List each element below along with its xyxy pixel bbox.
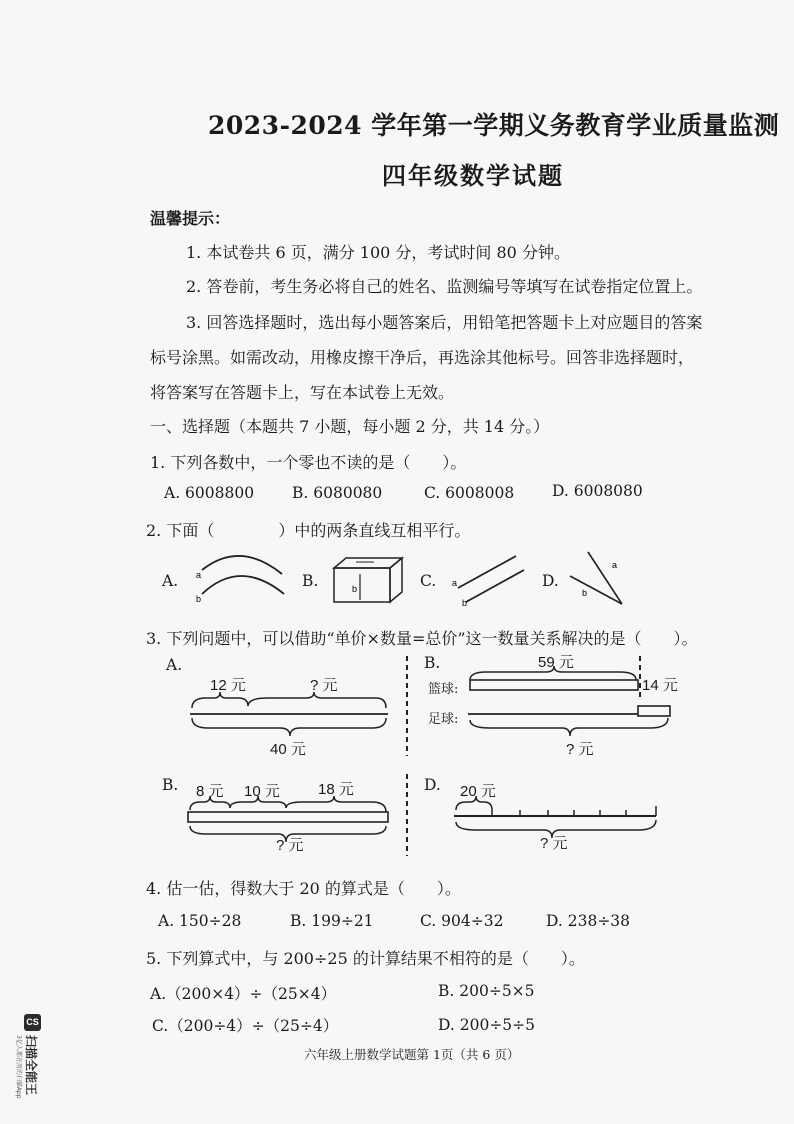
notice-item-2: 2. 答卷前，考生务必将自己的姓名、监测编号等填写在试卷指定位置上。 [186, 277, 703, 296]
q2-option-d-label: D. [542, 572, 559, 590]
scanner-watermark-name: 扫描全能王 [24, 1035, 38, 1096]
q3-c-seg2-label: 10 元 [244, 783, 280, 800]
q2-figure-a [192, 548, 292, 608]
q2-option-b-label: B. [302, 572, 319, 590]
q3-b-diagram [466, 666, 676, 742]
q5-option-c: C.（200÷4）÷（25÷4） [152, 1017, 339, 1035]
line-label-c-b: b [462, 598, 468, 608]
scanner-watermark-sub: 3亿人都在用的扫描App [15, 1035, 22, 1099]
question-1-stem: 1. 下列各数中，一个零也不读的是（ ）。 [150, 453, 467, 472]
line-label-b-box: b [352, 584, 358, 594]
q3-a-seg2-label: ? 元 [310, 677, 338, 694]
notice-item-3-line1: 3. 回答选择题时，选出每小题答案后，用铅笔把答题卡上对应题目的答案 [186, 313, 703, 332]
notice-item-1: 1. 本试卷共 6 页，满分 100 分，考试时间 80 分钟。 [186, 243, 570, 262]
q3-a-total-label: 40 元 [270, 741, 306, 758]
line-label-b: b [196, 594, 202, 604]
q2-figure-c [448, 552, 528, 608]
q1-option-a: A. 6008800 [164, 484, 255, 502]
q1-option-c: C. 6008008 [424, 484, 515, 502]
q3-c-seg3-label: 18 元 [318, 781, 354, 798]
exam-title: 2023-2024 学年第一学期义务教育学业质量监测 [208, 111, 780, 140]
q3-c-seg1-label: 8 元 [196, 783, 224, 800]
q3-b-total-label: ? 元 [566, 741, 594, 758]
line-label-d-a: a [612, 560, 618, 570]
q2-figure-d [566, 548, 636, 608]
q3-b-extra-label: 14 元 [642, 677, 678, 694]
curve-line-a [202, 556, 282, 574]
curve-line-b [202, 576, 284, 594]
q1-option-d: D. 6008080 [552, 482, 643, 500]
q3-d-total-label: ? 元 [540, 835, 568, 852]
q3-b-row1-label: 篮球: [428, 682, 459, 697]
q2-figure-b-box [330, 556, 410, 606]
q3-option-a-label: A. [166, 656, 183, 674]
q2-option-a-label: A. [162, 572, 179, 590]
line-label-d-b: b [582, 588, 588, 598]
notice-heading: 温馨提示： [150, 209, 231, 228]
q3-a-diagram [188, 690, 398, 740]
line-label-a: a [196, 570, 202, 580]
q3-b-top-label: 59 元 [538, 654, 574, 671]
question-4-stem: 4. 估一估，得数大于 20 的算式是（ ）。 [146, 879, 461, 898]
q3-b-row2-label: 足球: [428, 712, 459, 727]
line-label-c-a: a [452, 578, 458, 588]
page-footer: 六年级上册数学试题第 1页（共 6 页） [304, 1047, 520, 1062]
q4-option-b: B. 199÷21 [290, 912, 374, 930]
q4-option-a: A. 150÷28 [158, 912, 242, 930]
q3-option-b-label: B. [424, 654, 441, 672]
q4-option-c: C. 904÷32 [420, 912, 504, 930]
q2-option-c-label: C. [420, 572, 437, 590]
q3-vertical-divider [405, 656, 409, 856]
section-heading: 一、选择题（本题共 7 小题，每小题 2 分，共 14 分。） [150, 417, 550, 436]
scanner-logo-icon: CS [24, 1014, 41, 1031]
q3-option-d-label: D. [424, 776, 441, 794]
q5-option-d: D. 200÷5÷5 [438, 1016, 536, 1034]
q3-d-seg1-label: 20 元 [460, 783, 496, 800]
notice-item-3-line3: 将答案写在答题卡上，写在本试卷上无效。 [150, 383, 455, 402]
question-2-stem: 2. 下面（ ）中的两条直线互相平行。 [146, 521, 471, 540]
question-3-stem: 3. 下列问题中，可以借助“单价×数量=总价”这一数量关系解决的是（ ）。 [146, 629, 698, 648]
q4-option-d: D. 238÷38 [546, 912, 631, 930]
q1-option-b: B. 6080080 [292, 484, 383, 502]
q3-c-total-label: ? 元 [276, 837, 304, 854]
q5-option-a: A.（200×4）÷（25×4） [150, 985, 337, 1003]
notice-item-3-line2: 标号涂黑。如需改动，用橡皮擦干净后，再选涂其他标号。回答非选择题时， [150, 348, 695, 367]
q3-option-c-label: B. [162, 776, 179, 794]
q3-a-seg1-label: 12 元 [210, 677, 246, 694]
exam-subtitle: 四年级数学试题 [382, 161, 564, 190]
q5-option-b: B. 200÷5×5 [438, 982, 535, 1000]
question-5-stem: 5. 下列算式中，与 200÷25 的计算结果不相符的是（ ）。 [146, 949, 585, 968]
